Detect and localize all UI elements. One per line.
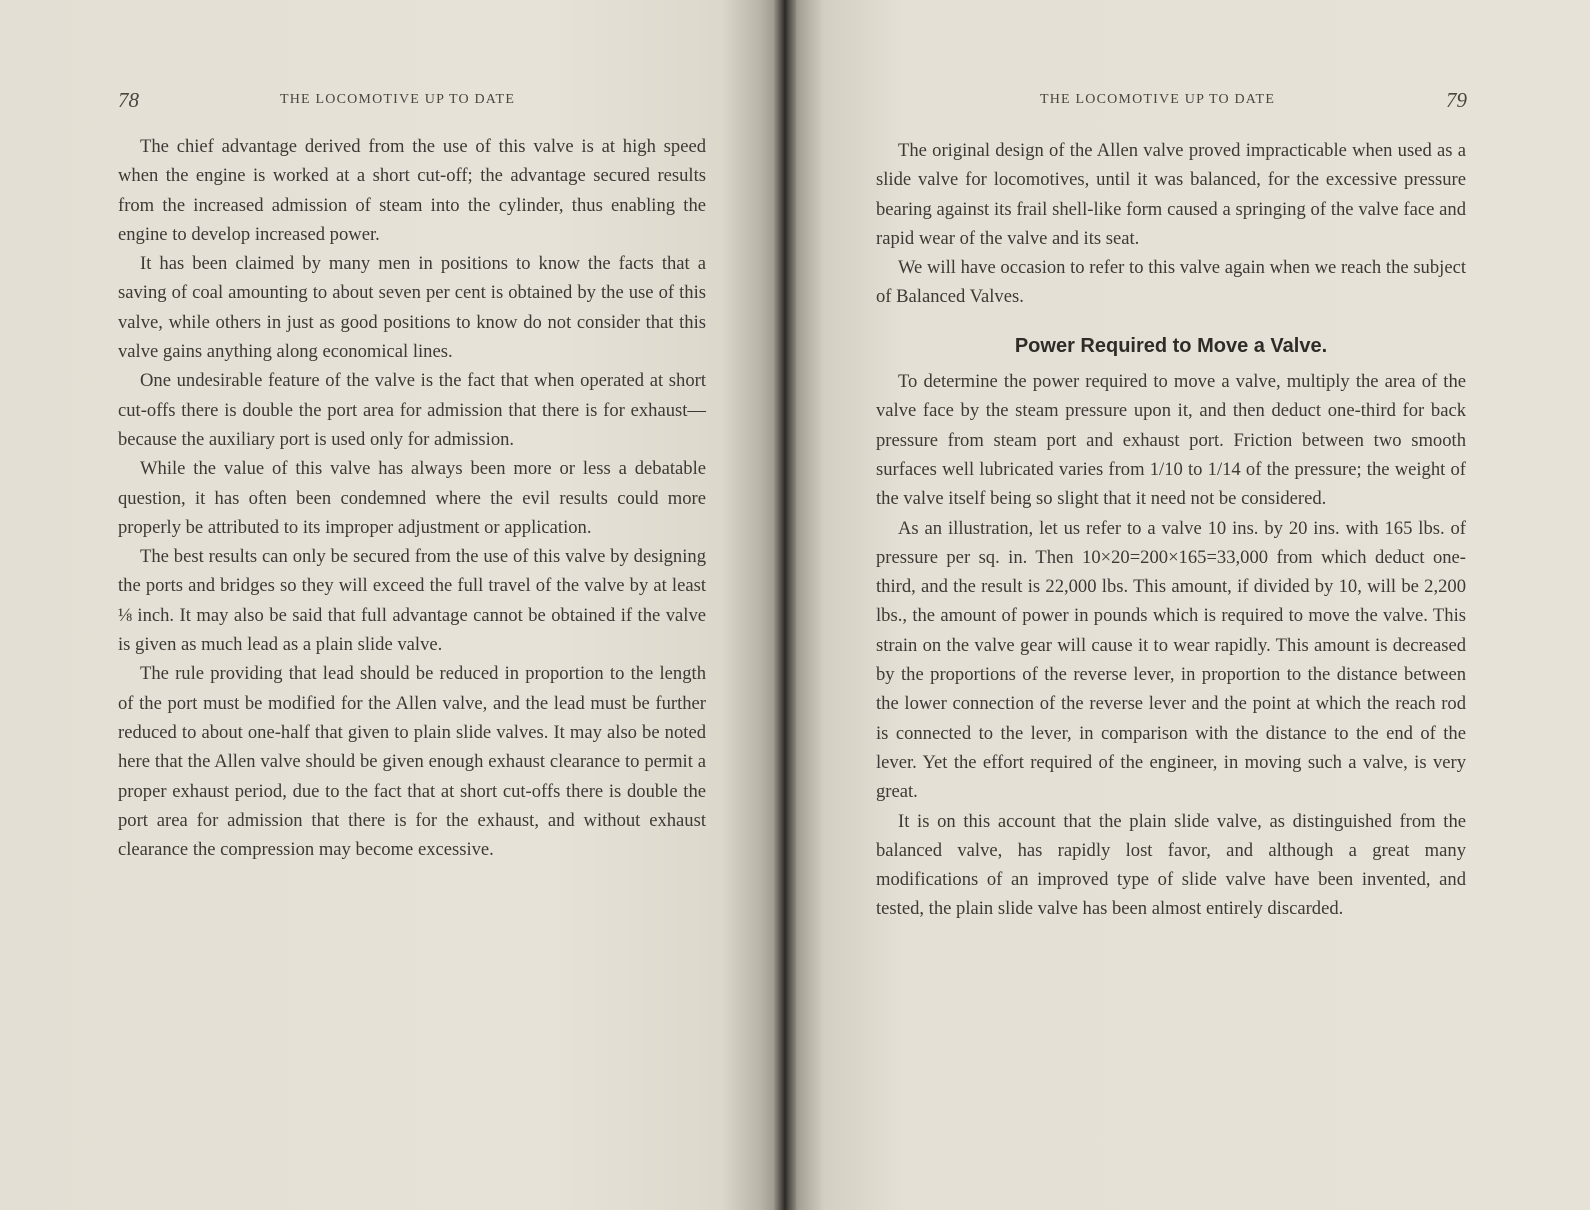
paragraph: As an illustration, let us refer to a valve 10 ins. by 20 ins. with 165 lbs. of pressure per sq. in. Then 10×20=200×165=33,000 from which deduct one-third, and the result is 22,000 lbs. This amount, if divided by 10, will be 2,200 lbs., the amount of power in pounds which is required to move the valve. This strain on the valve gear will cause it to wear rapidly. This amount is decreased by the proportions of the reverse lever, in proportion to the distance between the lower connection of the reverse lever and the point at which the reach rod is connected to the lever, in comparison with the distance to the end of the lever. Yet the effort required of the engineer, in moving such a valve, is very great. xyxy=(876,517,1466,803)
book-gutter xyxy=(774,0,796,1210)
left-page xyxy=(0,0,784,1210)
left-running-head: THE LOCOMOTIVE UP TO DATE xyxy=(280,92,516,107)
paragraph: The best results can only be secured from the use of this valve by designing the ports and bridges so they will exceed the full travel of the valve by at least ⅛ inch. It may also be said that full advantage cannot be obtained if the valve is given as much lead as a plain slide valve. xyxy=(118,546,706,656)
paragraph: One undesirable feature of the valve is the fact that when operated at short cut-offs there is double the port area for admission that there is for exhaust—because the auxiliary port is used only for admission. xyxy=(118,370,706,450)
section-heading: Power Required to Move a Valve. xyxy=(1014,334,1328,357)
left-page-number: 78 xyxy=(118,88,139,112)
paragraph: It has been claimed by many men in positions to know the facts that a saving of coal amounting to about seven per cent is obtained by the use of this valve, while others in just as good positions to know do not consider that this valve gains anything along economical lines. xyxy=(118,253,706,363)
right-page-body xyxy=(876,136,1466,924)
right-page xyxy=(784,0,1590,1210)
paragraph: The chief advantage derived from the use of this valve is at high speed when the engine is worked at a short cut-off; the advantage secured results from the increased admission of steam into the cylinder, thus enabling the engine to develop increased power. xyxy=(118,136,706,245)
paragraph: While the value of this valve has always been more or less a debatable question, it has often been condemned where the evil results could more properly be attributed to its improper adjustment or application. xyxy=(118,458,706,538)
right-running-head: THE LOCOMOTIVE UP TO DATE xyxy=(1040,92,1276,107)
paragraph: The original design of the Allen valve proved impracticable when used as a slide valve for locomotives, until it was balanced, for the excessive pressure bearing against its frail shell-like form caused a springing of the valve face and rapid wear of the valve and its seat. xyxy=(876,140,1466,249)
left-page-body xyxy=(118,132,706,864)
paragraph: We will have occasion to refer to this valve again when we reach the subject of Balanced Valves. xyxy=(876,257,1466,308)
paragraph: The rule providing that lead should be reduced in proportion to the length of the port must be modified for the Allen valve, and the lead must be further reduced to about one-half that given to plain slide valves. It may also be noted here that the Allen valve should be given enough exhaust clearance to permit a proper exhaust period, due to the fact that at short cut-offs there is double the port area for admission that there is for the exhaust, and without exhaust clearance the compression may become excessive. xyxy=(118,663,706,861)
paragraph: To determine the power required to move a valve, multiply the area of the valve face by the steam pressure upon it, and then deduct one-third for back pressure from steam port and exhaust port. Friction between two smooth surfaces well lubricated varies from 1/10 to 1/14 of the pressure; the weight of the valve itself being so slight that it need not be considered. xyxy=(876,371,1466,510)
right-page-number: 79 xyxy=(1446,88,1467,112)
paragraph: It is on this account that the plain slide valve, as distinguished from the balanced valve, has rapidly lost favor, and although a great many modifications of an improved type of slide valve have been invented, and tested, the plain slide valve has been almost entirely discarded. xyxy=(876,810,1466,920)
